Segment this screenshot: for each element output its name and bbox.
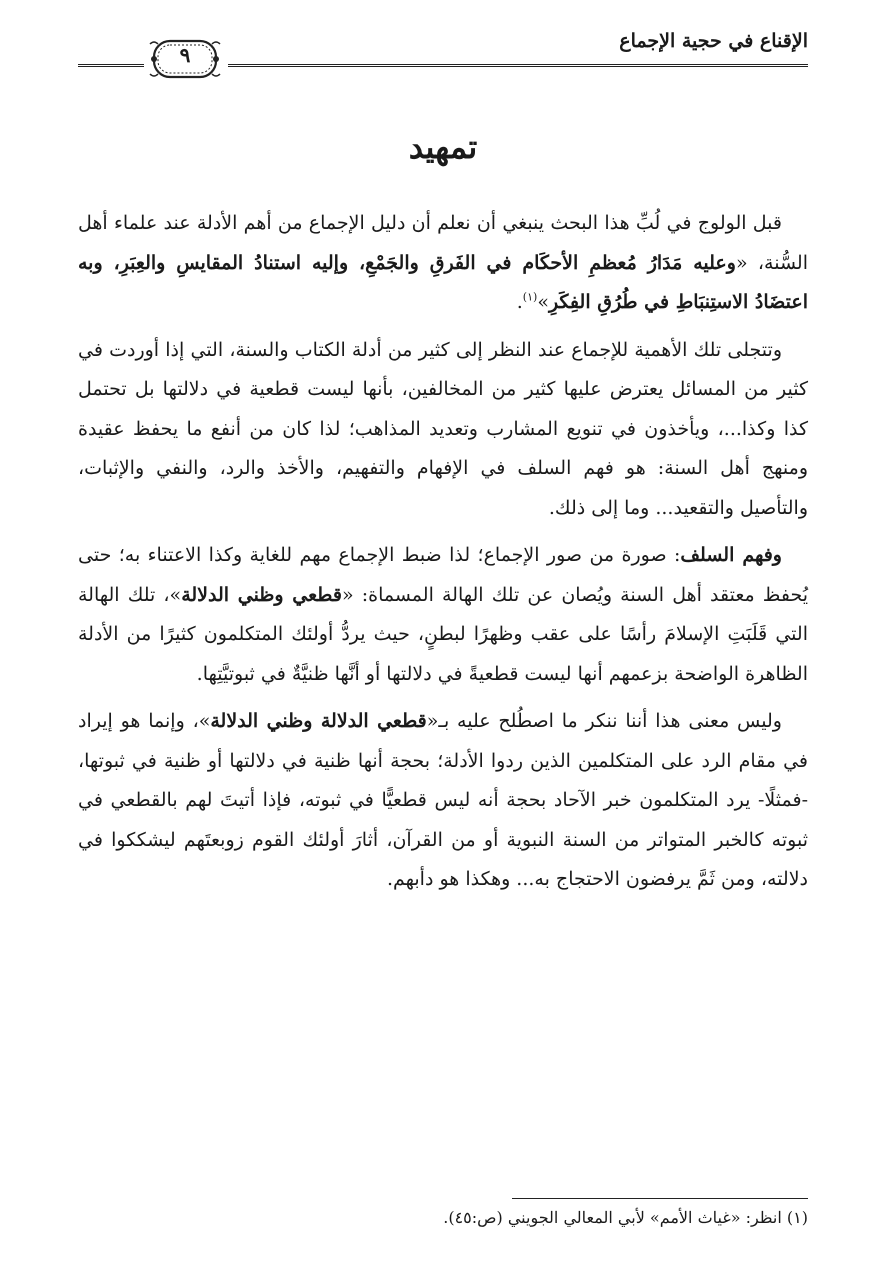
paragraph-1-text-a: قبل الولوج في لُبِّ هذا البحث ينبغي أن نعلم أن دليل الإجماع من أهم الأدلة عند علماء أهل السُّنة، « xyxy=(78,212,808,274)
paragraph-3 xyxy=(78,536,808,694)
paragraph-3-text-a: : صورة من صور الإجماع؛ لذا ضبط الإجماع مهم للغاية وكذا الاعتناء به؛ حتى يُحفظ معتقد أهل السنة ويُصان عن تلك الهالة المسماة: « xyxy=(78,544,808,606)
page-number-badge xyxy=(148,36,222,82)
paragraph-1-end: . xyxy=(516,291,523,313)
page-header xyxy=(78,28,808,84)
footnote: (١) انظر: «غياث الأمم» لأبي المعالي الجويني (ص:٤٥). xyxy=(443,1208,808,1227)
paragraph-2: وتتجلى تلك الأهمية للإجماع عند النظر إلى كثير من أدلة الكتاب والسنة، التي إذا أوردت في كثير من المسائل يعترض عليها كثير من المخالفين، بأنها ليست قطعية في دلالتها بل تحتمل كذا وكذا...، ويأخذون في تنويع المشارب وتعديد المذاهب؛ لذا كان من أنفع ما يحفظ عقيدة ومنهج أهل السنة: هو فهم السلف في الإفهام والتفهيم، والأخذ والرد، والنفي والإثبات، والتأصيل والتقعيد... وما إلى ذلك. xyxy=(78,338,808,519)
quoted-text: وعليه مَدَارُ مُعظمِ الأحكَام في الفَرقِ والجَمْعِ، وإليه استنادُ المقايسِ والعِبَرِ، وبه اعتضَادُ الاستِنبَاطِ في طُرُقِ الفِكَرِ xyxy=(78,251,808,313)
main-text xyxy=(78,204,808,900)
paragraph-1-quote-close: » xyxy=(537,291,549,313)
running-title: الإقناع في حجية الإجماع xyxy=(619,30,808,52)
paragraph-4 xyxy=(78,702,808,900)
header-rule-left xyxy=(78,64,144,67)
chapter-title: تمهيد xyxy=(408,128,478,166)
paragraph-4-text-a: وليس معنى هذا أننا ننكر ما اصطُلح عليه بـ« xyxy=(426,710,782,732)
page-number: ٩ xyxy=(179,43,191,67)
paragraph-3-lead: وفهم السلف xyxy=(680,544,782,566)
footnote-separator xyxy=(512,1198,808,1199)
paragraph-4-text-b: »، وإنما هو إيراد في مقام الرد على المتكلمين الذين ردوا الأدلة؛ بحجة أنها ظنية في دلالتها أو ظنية في ثبوتها، -فمثلًا- يرد المتكلمون خبر الآحاد بحجة أنه ليس قطعيًّا في ثبوته، فإذا أتيتَ لهم بالقطعي في ثبوته كالخبر المتواتر من السنة النبوية أو من القرآن، أثارَ أولئك القوم زوبعتَهم ليشككوا في دلالته، ومن ثَمَّ يرفضون الاحتجاج به... وهكذا هو دأبهم. xyxy=(78,710,808,890)
paragraph-3-text-b: »، تلك الهالة التي قَلَبَتِ الإسلامَ رأسًا على عقب وظهرًا لبطنٍ، حيث يردُّ أولئك المتكلمون كثيرًا من الأدلة الظاهرة الواضحة بزعمهم أنها ليست قطعيةً في دلالتها أو أنَّها ظنيَّةٌ في ثبوتيَّتِها. xyxy=(78,583,808,685)
paragraph-1 xyxy=(78,204,808,323)
header-rule-right xyxy=(228,64,808,67)
paragraph-4-term: قطعي الدلالة وظني الدلالة xyxy=(210,710,427,732)
footnote-ref[interactable]: (١) xyxy=(522,290,538,304)
paragraph-3-term: قطعي وظني الدلالة xyxy=(181,583,342,606)
